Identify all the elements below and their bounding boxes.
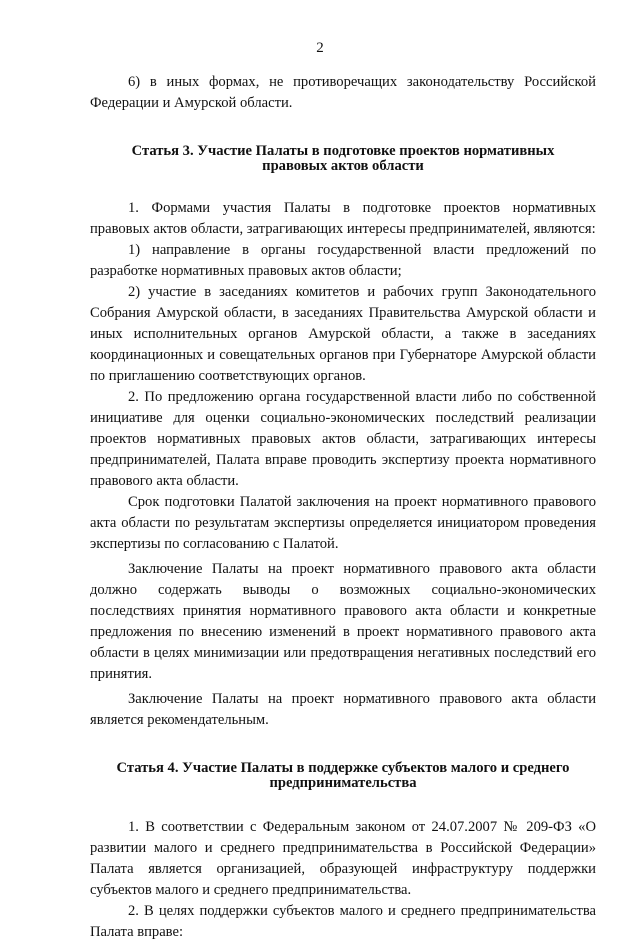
list-item-6: 6) в иных формах, не противоречащих законодательству Российской Федерации и Амурской области. bbox=[90, 74, 596, 111]
article-4-heading: Статья 4. Участие Палаты в поддержке субъектов малого и среднего предпринимательства bbox=[116, 760, 570, 791]
page-number: 2 bbox=[316, 40, 324, 56]
document-body bbox=[90, 72, 596, 943]
article-3-paragraph-1: 1. Формами участия Палаты в подготовке проектов нормативных правовых актов области, затрагивающих интересы предпринимателей, являются: bbox=[90, 200, 596, 237]
article-3-heading: Статья 3. Участие Палаты в подготовке проектов нормативных правовых актов области bbox=[131, 143, 555, 174]
article-4-paragraph-1: 1. В соответствии с Федеральным законом от 24.07.2007 № 209-ФЗ «О развитии малого и среднего предпринимательства в Российской Федерации» Палата является организацией, образующей инфраструктуру поддержки субъектов малого и среднего предпринимательства. bbox=[90, 819, 596, 898]
article-3-item-2: 2) участие в заседаниях комитетов и рабочих групп Законодательного Собрания Амурской области, в заседаниях Правительства Амурской области и иных исполнительных органов Амурской области, а также в заседаниях координационных и совещательных органов при Губернаторе Амурской области по приглашению соответствующих органов. bbox=[90, 284, 596, 384]
article-3-paragraph-3: Срок подготовки Палатой заключения на проект нормативного правового акта области по результатам экспертизы определяется инициатором проведения экспертизы по согласованию с Палатой. bbox=[90, 494, 596, 552]
article-3-paragraph-2: 2. По предложению органа государственной власти либо по собственной инициативе для оценки социально-экономических последствий реализации проектов нормативных правовых актов области, затрагивающих интересы предпринимателей, Палата вправе проводить экспертизу проекта нормативного правового акта области. bbox=[90, 389, 596, 489]
article-3-paragraph-5: Заключение Палаты на проект нормативного правового акта области является рекомендательным. bbox=[90, 691, 596, 728]
article-3-paragraph-4: Заключение Палаты на проект нормативного правового акта области должно содержать выводы о возможных социально-экономических последствиях принятия нормативного правового акта области и конкретные предложения по внесению изменений в проект нормативного правового акта области в целях минимизации или предотвращения негативных последствий его принятия. bbox=[90, 561, 596, 682]
article-3-item-1: 1) направление в органы государственной власти предложений по разработке нормативных правовых актов области; bbox=[90, 242, 596, 279]
article-4-paragraph-2: 2. В целях поддержки субъектов малого и среднего предпринимательства Палата вправе: bbox=[90, 903, 596, 940]
